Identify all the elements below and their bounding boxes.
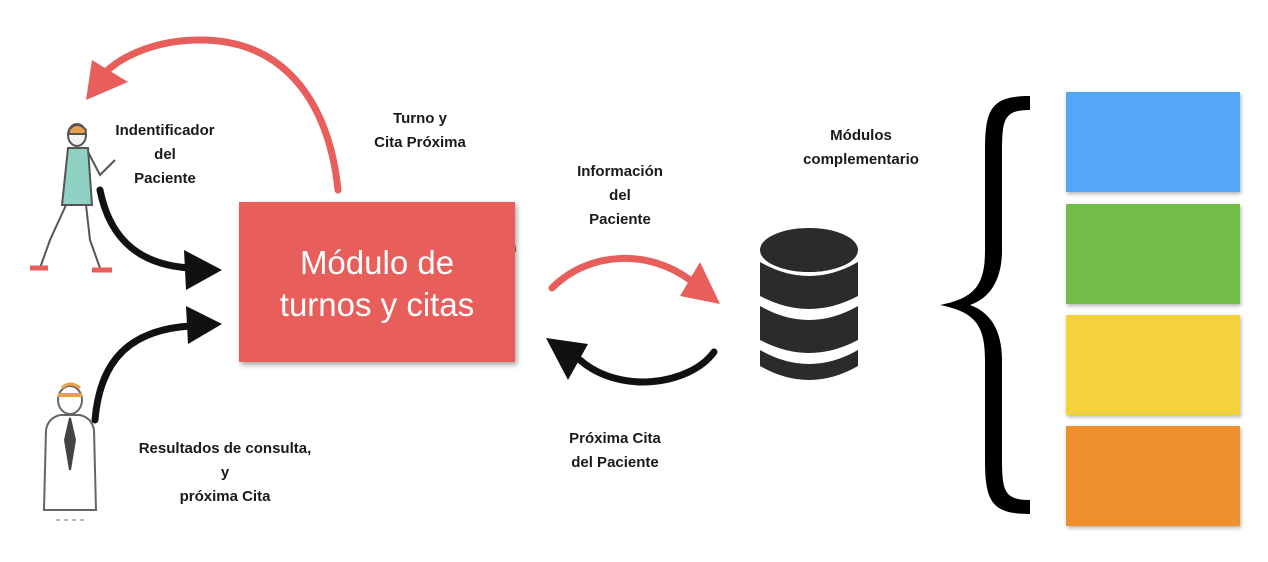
info-label (550, 160, 690, 232)
patient-label-line-1: Indentificador (115, 122, 215, 139)
turno-label (340, 107, 500, 155)
proxima-label-line-1: Próxima Cita (569, 430, 661, 447)
doctor-icon (44, 384, 96, 520)
modulos-label-line-2: complementario (803, 151, 919, 168)
patient-label-line-2: del (154, 146, 176, 163)
curly-brace-icon (940, 96, 1030, 514)
main-module-box (239, 202, 515, 362)
black-arrowhead-patient (184, 250, 222, 290)
red-arrowhead-patient (86, 60, 128, 100)
database-icon (760, 228, 858, 380)
info-label-line-1: Información (577, 163, 663, 180)
modulos-label-line-1: Módulos (830, 127, 892, 144)
main-module-line-2: turnos y citas (279, 286, 475, 323)
doctor-label-line-2: y (220, 464, 230, 481)
info-label-line-3: Paciente (589, 211, 651, 228)
black-arrow-to-module (580, 352, 714, 382)
info-label-line-2: del (609, 187, 631, 204)
doctor-label (110, 437, 340, 509)
module-blue (1066, 92, 1240, 192)
main-module-line-1: Módulo de (299, 244, 455, 281)
module-yellow (1066, 315, 1240, 415)
main-module-title (239, 242, 515, 326)
black-arrowhead-doctor (186, 306, 222, 344)
patient-label-line-3: Paciente (134, 170, 196, 187)
red-arrowhead-database (680, 262, 720, 304)
modulos-label (776, 124, 946, 172)
doctor-label-line-1: Resultados de consulta, (138, 440, 312, 457)
proxima-label-line-2: del Paciente (571, 454, 659, 471)
proxima-label (540, 427, 690, 475)
turno-label-line-1: Turno y (393, 110, 447, 127)
black-arrow-patient-to-module (100, 190, 190, 268)
doctor-label-line-3: próxima Cita (179, 488, 271, 505)
black-arrow-doctor-to-module (95, 326, 190, 420)
turno-label-line-2: Cita Próxima (374, 134, 466, 151)
patient-label (90, 119, 240, 191)
red-arrow-to-database (552, 258, 690, 288)
module-orange (1066, 426, 1240, 526)
module-green (1066, 204, 1240, 304)
